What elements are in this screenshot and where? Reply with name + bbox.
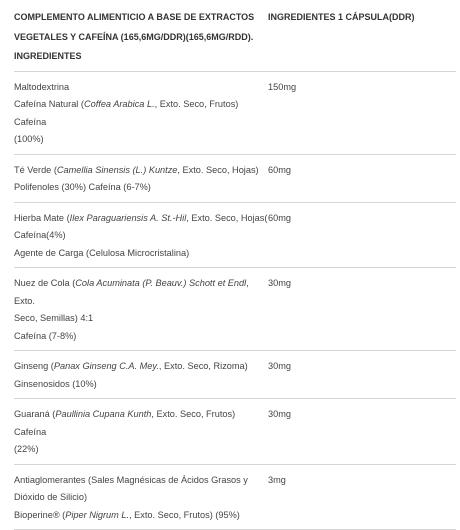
ingredient-line [14, 507, 268, 525]
table-row [14, 71, 456, 154]
table-header-row [14, 0, 456, 71]
table-row [14, 399, 456, 465]
ingredient-text: (100%) [14, 134, 44, 144]
amount-cell: 60mg [268, 202, 456, 268]
ingredient-line [14, 489, 268, 507]
table-row [14, 154, 456, 202]
ingredient-text: Hierba Mate ( [14, 212, 70, 223]
ingredient-text: , Exto. Seco, Rizoma) [158, 361, 248, 371]
ingredient-cell [14, 464, 268, 530]
ingredient-line [14, 210, 268, 228]
amount-cell: 30mg [268, 268, 456, 351]
amount-cell: 60mg [268, 154, 456, 202]
ingredient-text: Seco, Semillas) 4:1 [14, 313, 94, 323]
botanical-name: Piper Nigrum L. [65, 509, 130, 520]
ingredient-line [14, 275, 268, 310]
ingredient-text: Antiaglomerantes (Sales Magnésicas de Ácidos Grasos y [14, 474, 248, 485]
ingredient-line [14, 79, 268, 97]
header-line: COMPLEMENTO ALIMENTICIO A BASE DE EXTRACTOS [14, 12, 255, 22]
ingredient-text: Maltodextrina [14, 81, 70, 92]
ingredient-line [14, 227, 268, 245]
header-ingredients [14, 0, 268, 71]
ingredient-text: Té Verde ( [14, 164, 57, 175]
ingredient-line [14, 358, 268, 376]
ingredient-line [14, 162, 268, 180]
ingredient-text: Ginsenosidos (10%) [14, 378, 97, 389]
ingredient-line [14, 179, 268, 197]
botanical-name: Cola Acuminata (P. Beauv.) Schott et Endl [75, 278, 247, 288]
table-row [14, 464, 456, 530]
table-body [14, 71, 456, 530]
amount-cell: 30mg [268, 351, 456, 399]
ingredient-cell [14, 351, 268, 399]
ingredient-text: Agente de Carga (Celulosa Microcristalina) [14, 247, 190, 258]
ingredient-cell [14, 399, 268, 465]
ingredient-line [14, 472, 268, 490]
ingredient-text: , Exto. [14, 278, 249, 306]
ingredient-text: Nuez de Cola ( [14, 278, 76, 288]
ingredient-text: Cafeína Natural ( [14, 99, 84, 109]
ingredient-line [14, 245, 268, 263]
ingredient-cell [14, 71, 268, 154]
ingredient-line [14, 441, 268, 459]
table-row [14, 351, 456, 399]
ingredient-line [14, 376, 268, 394]
ingredient-line [14, 406, 268, 441]
table-row [14, 268, 456, 351]
ingredient-text: (22%) [14, 444, 39, 454]
ingredient-line [14, 310, 268, 328]
amount-cell: 150mg [268, 71, 456, 154]
botanical-name: Camellia Sinensis (L.) Kuntze [56, 164, 178, 175]
ingredient-text: Polifenoles (30%) Cafeína (6-7%) [14, 182, 151, 192]
ingredient-cell [14, 268, 268, 351]
ingredient-cell [14, 202, 268, 268]
ingredient-text: , Exto. Seco, Frutos) (95%) [129, 509, 240, 520]
ingredient-text: Cafeína(4%) [14, 230, 66, 240]
ingredient-text: Bioperine® ( [14, 509, 66, 520]
botanical-name: Coffea Arabica L. [83, 99, 155, 109]
ingredient-text: , Exto. Seco, Hojas( [186, 212, 268, 223]
ingredient-line [14, 96, 268, 131]
botanical-name: Paullinia Cupana Kunth [55, 409, 152, 419]
amount-cell: 30mg [268, 399, 456, 465]
ingredient-text: Dióxido de Silicio) [14, 492, 88, 502]
table-row [14, 202, 456, 268]
ingredient-text: Ginseng ( [14, 361, 54, 371]
amount-cell: 3mg [268, 464, 456, 530]
ingredients-table [14, 0, 456, 530]
botanical-name: Ilex Paraguariensis A. St.-Hil [69, 212, 187, 223]
ingredient-text: , Exto. Seco, Frutos) Cafeína [14, 99, 239, 127]
header-line: INGREDIENTES [14, 51, 82, 61]
ingredient-text: Cafeína (7-8%) [14, 330, 77, 341]
ingredient-text: , Exto. Seco, Hojas) [177, 164, 259, 175]
header-amount: INGREDIENTES 1 CÁPSULA(DDR) [268, 0, 456, 71]
ingredient-cell [14, 154, 268, 202]
header-line: VEGETALES Y CAFEÍNA (165,6MG/DDR)(165,6MG/RDD). [14, 31, 254, 42]
ingredient-line [14, 131, 268, 149]
ingredient-line [14, 328, 268, 346]
ingredient-text: , Exto. Seco, Frutos) Cafeína [14, 409, 236, 437]
botanical-name: Panax Ginseng C.A. Mey. [53, 361, 159, 371]
ingredient-text: Guaraná ( [14, 409, 56, 419]
